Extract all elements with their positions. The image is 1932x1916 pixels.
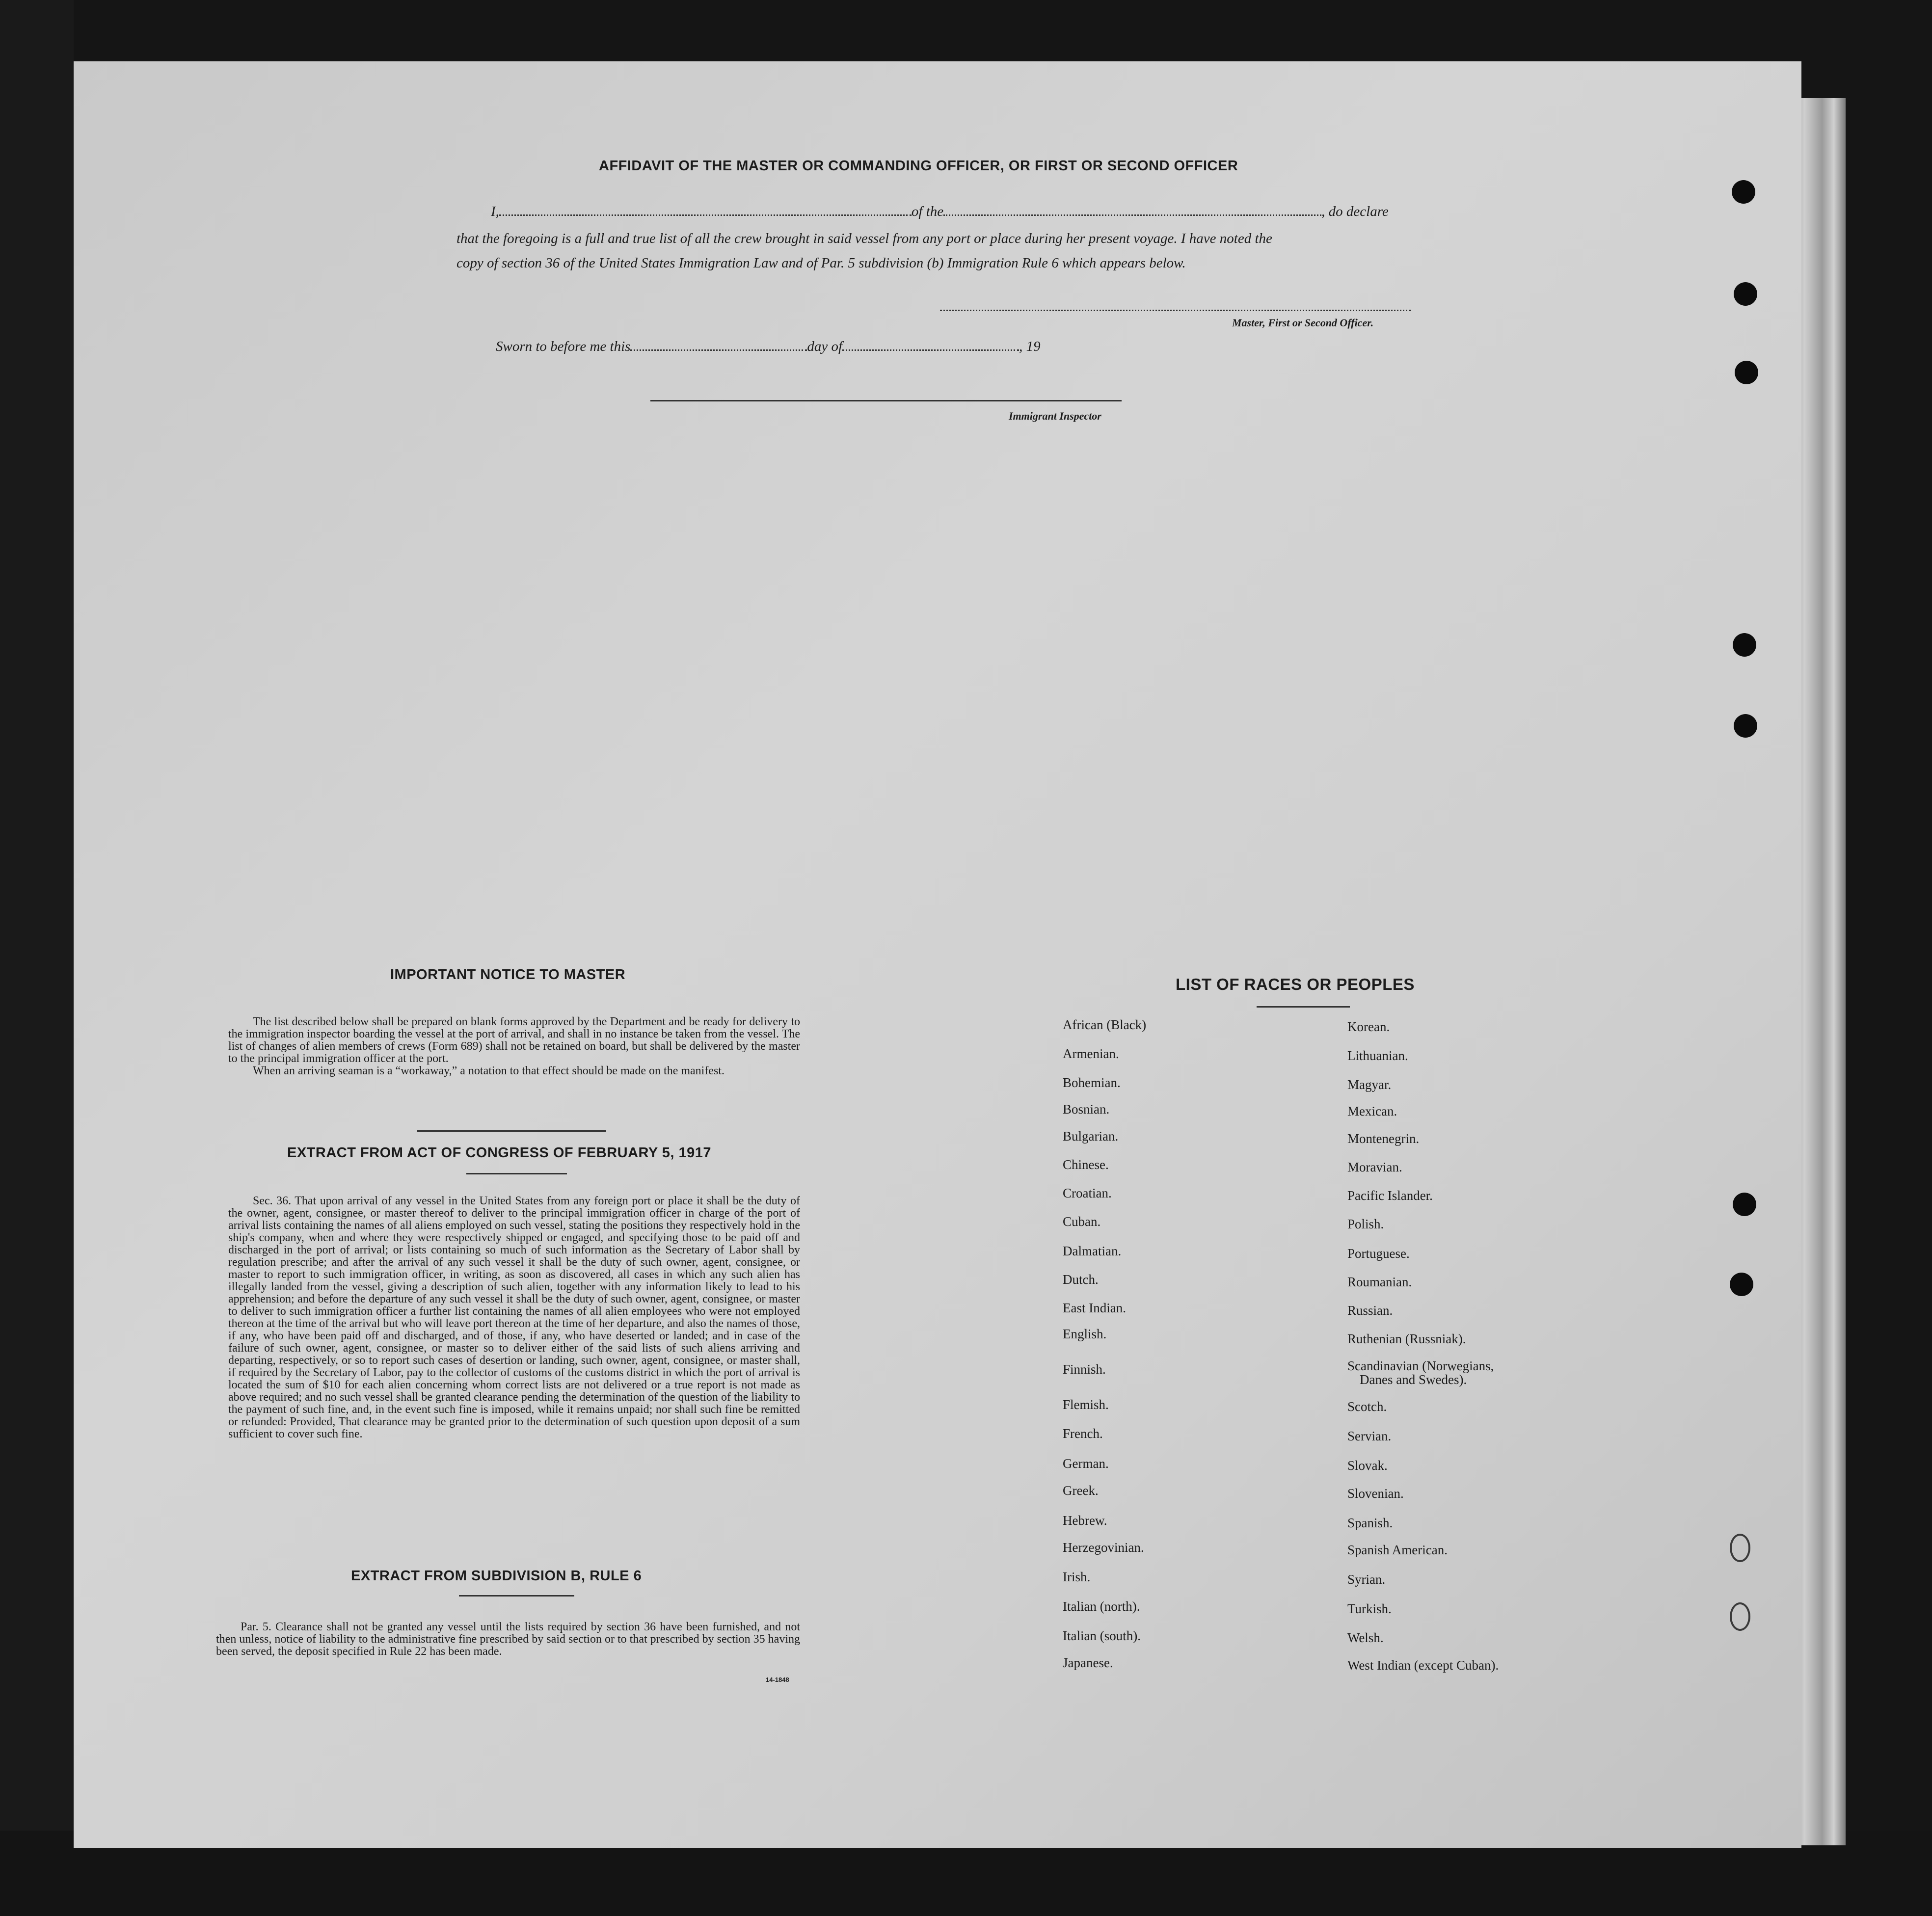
form-number: 14-1848 <box>766 1676 789 1683</box>
race-item: Slovenian. <box>1347 1486 1404 1501</box>
race-item: Italian (north). <box>1063 1599 1140 1614</box>
race-item: Servian. <box>1347 1429 1392 1443</box>
race-item: Korean. <box>1347 1019 1390 1034</box>
race-item: Scandinavian (Norwegians, <box>1347 1358 1494 1373</box>
race-item: Bulgarian. <box>1063 1129 1119 1144</box>
sworn-year-label: , 19 <box>1019 339 1041 354</box>
race-item: Scotch. <box>1347 1399 1387 1414</box>
race-item: Cuban. <box>1063 1214 1101 1229</box>
punch-hole <box>1730 1273 1753 1296</box>
race-item: East Indian. <box>1063 1301 1126 1315</box>
document-page <box>74 61 1801 1848</box>
extract-act-body <box>228 1195 800 1440</box>
race-item: Moravian. <box>1347 1160 1402 1174</box>
race-item: English. <box>1063 1327 1107 1341</box>
race-item: Herzegovinian. <box>1063 1540 1144 1555</box>
punch-hole <box>1732 180 1755 204</box>
race-item: Danes and Swedes). <box>1360 1372 1467 1387</box>
race-item: Syrian. <box>1347 1572 1386 1587</box>
race-item: Greek. <box>1063 1483 1099 1498</box>
race-item: Finnish. <box>1063 1362 1106 1377</box>
affidavit-line-1 <box>491 204 1389 220</box>
race-item: West Indian (except Cuban). <box>1347 1658 1499 1673</box>
race-item: Spanish. <box>1347 1516 1393 1530</box>
race-item: Spanish American. <box>1347 1543 1448 1557</box>
punch-hole <box>1734 714 1757 738</box>
extract-rule-title: EXTRACT FROM SUBDIVISION B, RULE 6 <box>351 1568 642 1584</box>
divider <box>466 1173 567 1174</box>
race-item: Polish. <box>1347 1217 1384 1231</box>
declare-label: , do declare <box>1321 204 1389 219</box>
notice-paragraph-1: The list described below shall be prepared on blank forms approved by the Department and be ready for delivery to the immigration inspector boarding the vessel at the port of arrival, and shall in no instance be taken from the vessel. The list of changes of alien members of crews (Form 689) shall not be retained on board, but shall be delivered by the master to the principal immigration officer at the port. <box>228 1015 800 1065</box>
sworn-label: Sworn to before me this <box>496 339 631 354</box>
race-item: Mexican. <box>1347 1104 1397 1118</box>
race-item: Irish. <box>1063 1570 1091 1584</box>
race-item: Lithuanian. <box>1347 1048 1408 1063</box>
section-36-text: Sec. 36. That upon arrival of any vessel in the United States from any foreign port or place it shall be the duty of the owner, agent, consignee, or master thereof to deliver to the principal immigration officer in charge of the port of arrival lists containing the names of all aliens employed on such vessel, stating the positions they respectively hold in the ship's company, when and where they were respectively shipped or engaged, and specifying those to be paid off and discharged in the port of arrival; or lists containing so much of such information as the Secretary of Labor shall by regulation prescribe; and after the arrival of any such vessel it shall be the duty of such owner, agent, consignee, or master to report to such immigration officer, in writing, as soon as discovered, all cases in which any such alien has illegally landed from the vessel, giving a description of such alien, together with any information likely to lead to his apprehension; and before the departure of any such vessel it shall be the duty of such owner, agent, consignee, or master to deliver to such immigration officer a further list containing the names of all alien employees who were not employed thereon at the time of the arrival but who will leave port thereon at the time of her departure, and also the names of those, if any, who have been paid off and discharged, and of those, if any, who have deserted or landed; and in case of the failure of such owner, agent, consignee, or master so to deliver either of the said lists of such aliens arriving and departing, respectively, or so to report such cases of desertion or landing, such owner, agent, consignee, or master shall, if required by the Secretary of Labor, pay to the collector of customs of the customs district in which the port of arrival is located the sum of $10 for each alien concerning whom correct lists are not delivered or a true report is not made as above required; and no such vessel shall be granted clearance pending the determination of the question of the liability to the payment of such fine, and, in the event such fine is imposed, while it remains unpaid; nor shall such fine be remitted or refunded: Provided, That clearance may be granted prior to the determination of such question upon deposit of a sum sufficient to cover such fine. <box>228 1195 800 1440</box>
races-title: LIST OF RACES OR PEOPLES <box>1176 975 1415 993</box>
divider <box>459 1595 574 1597</box>
race-item: Ruthenian (Russniak). <box>1347 1331 1466 1346</box>
race-item: Portuguese. <box>1347 1246 1410 1261</box>
race-item: Slovak. <box>1347 1458 1388 1473</box>
race-item: Roumanian. <box>1347 1275 1412 1289</box>
race-item: Welsh. <box>1347 1630 1384 1645</box>
punch-hole <box>1735 361 1758 384</box>
officer-signature-caption: Master, First or Second Officer. <box>1232 317 1374 329</box>
divider <box>1257 1006 1350 1008</box>
race-item: Croatian. <box>1063 1186 1112 1200</box>
sworn-day-of-label: day of <box>807 339 843 354</box>
sworn-line <box>496 339 1041 355</box>
officer-signature-line <box>940 307 1411 311</box>
divider <box>417 1130 606 1132</box>
punch-hole <box>1733 1193 1756 1216</box>
affiant-name-field <box>499 212 912 216</box>
vessel-name-field <box>943 212 1321 216</box>
race-item: Chinese. <box>1063 1157 1109 1172</box>
race-item: Russian. <box>1347 1303 1393 1318</box>
punch-hole <box>1734 282 1757 306</box>
affidavit-line-2: that the foregoing is a full and true list of all the crew brought in said vessel from any port or place during her present voyage. I have noted the <box>456 231 1272 246</box>
race-item: German. <box>1063 1456 1109 1471</box>
extract-rule-body <box>216 1621 800 1658</box>
race-item: Bosnian. <box>1063 1102 1110 1117</box>
inspector-caption: Immigrant Inspector <box>1009 410 1101 422</box>
notice-body <box>228 1016 800 1077</box>
vessel-label: of the <box>911 204 944 219</box>
affiant-label: I, <box>491 204 499 219</box>
sworn-day-field <box>630 346 807 351</box>
affidavit-line-3: copy of section 36 of the United States Immigration Law and of Par. 5 subdivision (b) Immigration Rule 6 which appears below. <box>456 255 1186 271</box>
notice-title: IMPORTANT NOTICE TO MASTER <box>390 967 626 983</box>
race-item: Japanese. <box>1063 1655 1113 1670</box>
notice-paragraph-2: When an arriving seaman is a “workaway,” a notation to that effect should be made on the manifest. <box>253 1064 724 1077</box>
punch-hole <box>1733 633 1756 657</box>
race-item: Turkish. <box>1347 1601 1392 1616</box>
affidavit-title: AFFIDAVIT OF THE MASTER OR COMMANDING OFFICER, OR FIRST OR SECOND OFFICER <box>599 158 1238 174</box>
paragraph-5-text: Par. 5. Clearance shall not be granted any vessel until the lists required by section 36 have been furnished, and not then unless, notice of liability to the administrative fine prescribed by said section or to that prescribed by section 35 having been served, the deposit specified in Rule 22 has been made. <box>216 1621 800 1658</box>
race-item: Pacific Islander. <box>1347 1188 1433 1203</box>
ring-mark <box>1730 1534 1750 1562</box>
race-item: Dalmatian. <box>1063 1244 1122 1258</box>
race-item: African (Black) <box>1063 1017 1147 1032</box>
race-item: Flemish. <box>1063 1397 1109 1412</box>
race-item: Italian (south). <box>1063 1628 1141 1643</box>
ring-mark <box>1730 1602 1750 1631</box>
race-item: Hebrew. <box>1063 1513 1107 1528</box>
sworn-month-field <box>842 346 1019 351</box>
scan-border-left <box>0 0 74 1916</box>
race-item: Montenegrin. <box>1347 1131 1420 1146</box>
extract-act-title: EXTRACT FROM ACT OF CONGRESS OF FEBRUARY 5, 1917 <box>287 1145 712 1161</box>
race-item: Magyar. <box>1347 1077 1392 1092</box>
race-item: Bohemian. <box>1063 1075 1121 1090</box>
race-item: Dutch. <box>1063 1272 1099 1287</box>
inspector-signature-line <box>650 400 1122 401</box>
race-item: French. <box>1063 1426 1103 1441</box>
race-item: Armenian. <box>1063 1046 1119 1061</box>
